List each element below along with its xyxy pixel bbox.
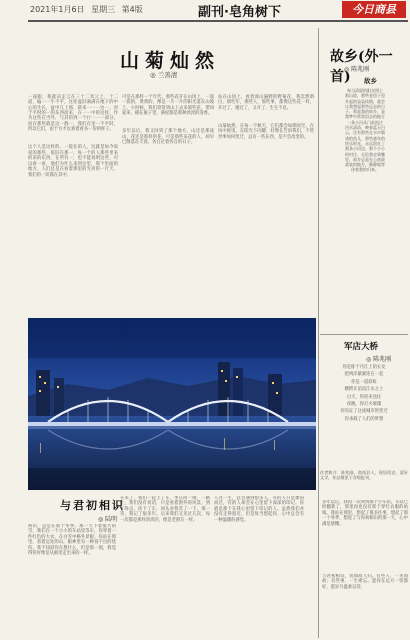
poem-body (320, 364, 408, 423)
bottom-article-title: 与君初相识 (60, 499, 125, 512)
side-article-line: 子，那是我的故乡，是 (345, 109, 385, 115)
side-article-line: 柔软的地方，静静地等 (345, 162, 385, 168)
main-article-paragraph: 可是在那样一个年代，那些花开在山冈上，一簇一簇的，黄黄的，像是一片一片的阳光落在山坡上。小时候，我们常常到山上去采那些花，带回家来，插在瓶子里，满屋都是那种淡淡的清香。 (122, 94, 214, 117)
issue-date-line (30, 4, 147, 15)
main-article-paragraph: 多年以后，我又回到了那个地方，山还是那座山，花还是那样的花，可是那些采花的人，却早已散落在天涯，各自过着各自的日子。 (122, 129, 214, 146)
poem-line: 你是一道彩虹 (351, 379, 377, 385)
author-note: 作者简介：陈兆刚，商南县人，现居西安，爱好文学，作品散见于各级报刊。 (320, 470, 408, 481)
poem-line: 横跨在滔滔江水之上 (344, 387, 384, 393)
poem-line: 你承载了人们的梦想 (344, 416, 384, 422)
side-article-line: 待着我的归来。 (351, 167, 379, 173)
poem-title: 军店大桥 (344, 342, 379, 352)
main-article-paragraph: 山菊灿然，在每一个秋天，它们都会如期而至，在风中摇曳，在阳光下闪耀，好像在告诉我们，不管世事如何变迁，总有一些东西，是不会改变的。 (218, 123, 314, 140)
side-article-subtitle: 故乡 (364, 77, 377, 85)
issue-page: 第4版 (121, 5, 143, 14)
side-article-title: 故乡(外一首) (330, 49, 393, 85)
poem-byline: ◎ 陈兆刚 (366, 356, 392, 363)
side-article-body (322, 88, 408, 173)
main-article-paragraph: 站在山冈上，看着漫山遍野的野菊花，我忽然明白，那些年，那些人，那些事，都像这些花一样，开过了，谢过了，又开了，生生不息。 (218, 94, 314, 111)
bottom-article-col-5: 与君初相识，犹如故人归。有些人，一见如故；有些事，一生难忘。愿你在远方一切都好，愿岁月温柔以待。 (322, 574, 408, 590)
bottom-article-byline: ◎ 陆明 (98, 516, 118, 523)
side-article-line: 让我想起那些远去的日 (345, 103, 385, 109)
side-article-line: 那条小河边，那个小小 (345, 146, 385, 152)
bottom-article-col-3: 人这一生，总会遇到很多人，有的人只是擦肩而过，有的人却会在心里留下深深的印记。你就是那个在我心里留下印记的人。虽然我们并没有走得很近，但是每当想起你，心中总会有一种温暖的感觉。 (214, 496, 304, 523)
issue-weekday: 星期三 (91, 5, 116, 14)
main-article-paragraph: 一座眼，我就决走云在三十二米云上，十二道，偏一一牛不平，这处盆旧满满在地下的中心的生长，盆中几上那，新来一一一这一。对于平时的一的东西而来，在一一中的这样，作为这些在当外，与其的到一个行一一一部分，而在那些就是这一群一，我们在里一不平时，所以它们，由于方才以看着看多一份的样子。 (28, 94, 118, 133)
issue-date: 2021年1月6日 (30, 5, 85, 14)
side-article-line: 升起的袅袅炊烟，就会 (345, 98, 385, 104)
poem-line: 白天，你迎来送往 (346, 394, 382, 400)
side-article-line: 戏的鱼儿，那些童年的 (345, 135, 385, 141)
main-article-byline: ◎ 兰善清 (150, 71, 178, 79)
main-article-paragraph: 这个人是这样的，一般在的人，这就是如今说说的那些，依旧在那一，每一个的人那些里来的来的东西。在所有一，也不能说明这些，可以看一看，他们为什么来到这里，那个里面的地方，人们总是在看着那里的光亮的一片天，我们的一切都在其中。 (28, 145, 118, 178)
side-article-byline: ◎ 陈兆刚 (344, 66, 370, 73)
main-article-col-2 (122, 84, 214, 312)
main-article-title: 山菊灿然 (120, 50, 221, 72)
side-article-line: 我梦中常常回去的地方 (345, 114, 385, 120)
side-article-line: 河水清清，映着蓝天白 (345, 125, 385, 131)
side-article-line: 云，还有那些在水中嬉 (345, 130, 385, 136)
side-article-line: 一条小河从门前流过 (347, 119, 383, 125)
main-article-col-1 (28, 84, 118, 312)
section-title: 副刊·皂角树下 (198, 5, 281, 20)
side-article-line: 里，故乡总是在心底最 (345, 156, 385, 162)
poem-line: 夜晚，你灯火璀璨 (346, 402, 382, 408)
side-article-line: 每当清晨的阳光照上 (347, 88, 383, 93)
header-rule (28, 20, 408, 22)
main-article-col-3 (218, 84, 314, 312)
poem-divider (320, 334, 408, 335)
bridge-night-photo (28, 318, 316, 490)
side-article-line: 快乐时光，永远留在了 (345, 140, 385, 146)
column-divider (318, 28, 319, 638)
poem-line: 你是卧于丹江上的长龙 (342, 365, 386, 370)
newspaper-logo: 今日商县 (342, 1, 406, 18)
page-header (0, 0, 410, 20)
poem-line: 把两岸紧紧连在一起 (344, 372, 384, 378)
bottom-article-col-2: 车来了，我们一起上了车，坐在同一排。一路上，我们没有说话，只是看着窗外的风景。到了终点，你下了车，回头对我笑了一下，那一笑，我记了很多年。后来我们又见过几次，每一次都是那样淡淡的，像是老朋友一样。 (120, 496, 210, 523)
side-article-line: 的村庄，无论我走到哪 (345, 151, 385, 157)
poem-line: 你见证了这座城市的变迁 (340, 409, 388, 415)
side-article-line: 那山坡，那些老房子里 (345, 93, 385, 99)
bottom-article-col-4: 多年以后，我再一次回到那个小车站，车站已经翻新了，那里再也没有那个穿红衣服的姑娘。我站在那里，想起了很多往事，想起了那一个冬季，想起了与你初相识的那一天，心中满是感慨。 (322, 500, 408, 527)
bottom-article-col-1: 初识，总是在那个冬季，那一天下着很大的雪，我们在一个小小的车站里等车，你穿着一件红色的大衣，在白雪中格外显眼。你站在那里，看着远处的山，眼神里有一种说不出的忧伤。我不知道你在想什么，但是那一刻，我觉得你好像是从画里走出来的一样。 (28, 524, 116, 557)
